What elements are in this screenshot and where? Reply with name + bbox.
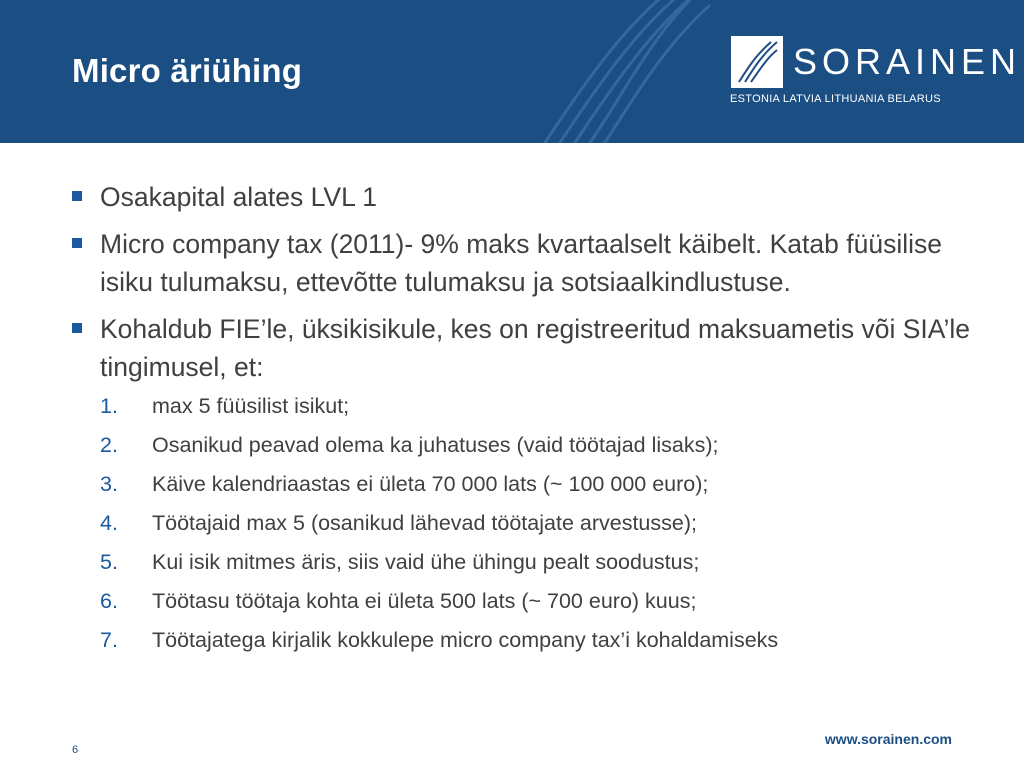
bullet-item xyxy=(72,310,972,386)
bullet-item xyxy=(72,178,972,216)
list-number: 1. xyxy=(100,394,118,418)
list-number: 7. xyxy=(100,628,118,652)
list-number: 3. xyxy=(100,472,118,496)
slide-title: Micro äriühing xyxy=(72,52,303,89)
square-bullet-icon xyxy=(72,191,82,201)
list-item xyxy=(72,432,972,458)
slide-header xyxy=(0,0,1024,143)
list-text: max 5 füüsilist isikut; xyxy=(152,394,350,418)
list-text: Kui isik mitmes äris, siis vaid ühe ühingu pealt soodustus; xyxy=(152,550,700,574)
bullet-text: Micro company tax (2011)- 9% maks kvartaalselt käibelt. Katab füüsilise isiku tulumaksu, ettevõtte tulumaksu ja sotsiaalkindlustuse. xyxy=(100,229,942,297)
bullet-text: Osakapital alates LVL 1 xyxy=(100,182,377,212)
list-number: 6. xyxy=(100,589,118,613)
list-text: Töötasu töötaja kohta ei ületa 500 lats (~ 700 euro) kuus; xyxy=(152,589,697,613)
list-number: 4. xyxy=(100,511,118,535)
list-item xyxy=(72,549,972,575)
list-number: 5. xyxy=(100,550,118,574)
list-item xyxy=(72,588,972,614)
numbered-list xyxy=(72,393,972,653)
list-text: Käive kalendriaastas ei ületa 70 000 lats (~ 100 000 euro); xyxy=(152,472,709,496)
page-number: 6 xyxy=(72,744,79,756)
list-item xyxy=(72,510,972,536)
bullet-text: Kohaldub FIE’le, üksikisikule, kes on registreeritud maksuametis või SIA’le tingimusel, et: xyxy=(100,314,970,382)
list-item xyxy=(72,471,972,497)
slide-content xyxy=(72,178,972,666)
list-item xyxy=(72,393,972,419)
decorative-swoosh-graphic xyxy=(520,0,720,143)
square-bullet-icon xyxy=(72,323,82,333)
bullet-item xyxy=(72,225,972,301)
square-bullet-icon xyxy=(72,238,82,248)
logo-name: SORAINEN xyxy=(793,41,1022,82)
list-number: 2. xyxy=(100,433,118,457)
website-link[interactable]: www.sorainen.com xyxy=(824,731,952,747)
list-text: Osanikud peavad olema ka juhatuses (vaid töötajad lisaks); xyxy=(152,433,719,457)
list-item xyxy=(72,627,972,653)
list-text: Töötajaid max 5 (osanikud lähevad töötajate arvestusse); xyxy=(152,511,697,535)
logo-countries: ESTONIA LATVIA LITHUANIA BELARUS xyxy=(730,93,941,105)
sorainen-logo xyxy=(731,36,1021,88)
list-text: Töötajatega kirjalik kokkulepe micro company tax’i kohaldamiseks xyxy=(152,628,779,652)
logo-mark-icon xyxy=(731,36,783,88)
